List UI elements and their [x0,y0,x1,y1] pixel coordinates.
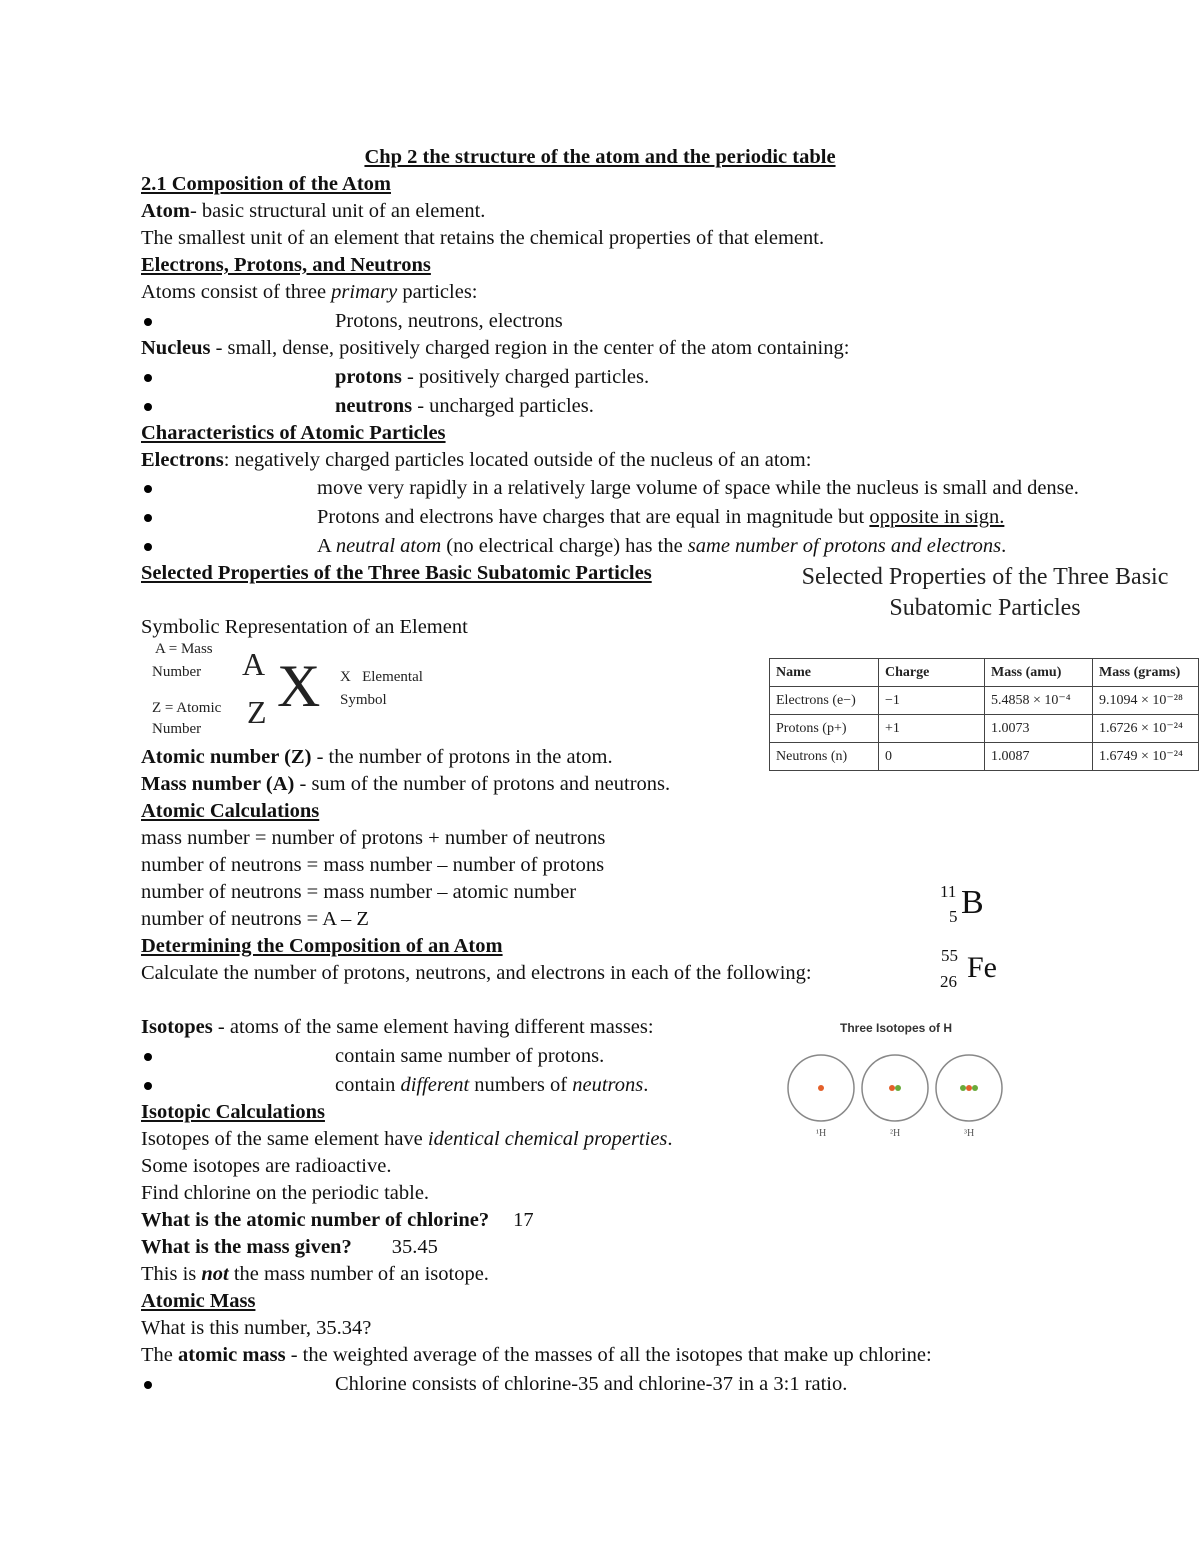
text [317,534,1006,558]
paragraph-consist [141,280,478,304]
text-italic: same number of protons and electrons [687,535,1002,557]
question-mass [141,1235,438,1259]
heading-electrons-protons-neutrons: Electrons, Protons, and Neutrons [141,254,431,276]
symbolic-representation-label: Symbolic Representation of an Element [141,616,468,638]
table-cell: 1.6749 × 10⁻²⁴ [1093,743,1199,771]
bullet-icon [144,1053,152,1061]
list-item [141,309,563,333]
heading-atomic-mass: Atomic Mass [141,1290,256,1312]
formula-line: number of neutrons = mass number – number of protons [141,854,605,876]
text-italic: neutrons [572,1074,644,1096]
table-cell: +1 [879,715,985,743]
bullet-icon [144,485,152,493]
table-cell: 1.0073 [985,715,1093,743]
isotope-label: ³H [964,1128,975,1139]
bullet-icon [144,403,152,411]
list-item [141,1044,605,1068]
paragraph-calculate: Calculate the number of protons, neutrons, and electrons in each of the following: [141,962,812,984]
atomic-number-label: Z = Atomic [152,700,222,716]
text: particles: [397,281,478,303]
mass-number: 11 [940,882,957,901]
mass-number-definition [141,772,670,796]
text: the mass number of an isotope. [228,1263,489,1285]
symbol-a: A [242,646,266,682]
table-row [770,687,1199,715]
table-cell: −1 [879,687,985,715]
section-heading-2-1: 2.1 Composition of the Atom [141,173,391,195]
isotope-figure [780,1018,1020,1148]
table-header: Charge [879,659,985,687]
proton-dot [818,1085,824,1091]
nucleus-definition [141,336,849,360]
atomic-number-definition [141,745,613,769]
text: This is [141,1263,202,1285]
term: Isotopes [141,1016,213,1038]
text: contain same number of protons. [335,1045,605,1067]
text: A [317,535,336,557]
mass-number-label-2: Number [152,664,202,680]
text: Atoms consist of three [141,281,332,303]
table-header: Mass (amu) [985,659,1093,687]
question: What is the mass given? [141,1236,352,1258]
paragraph-question: What is this number, 35.34? [141,1317,372,1339]
text [335,394,594,418]
table-cell: 1.0087 [985,743,1093,771]
atomic-number-label-2: Number [152,721,202,737]
symbol-x: X [277,653,321,719]
table-header: Mass (grams) [1093,659,1199,687]
text: - uncharged particles. [412,395,594,417]
text: : negatively charged particles located outside of the nucleus of an atom: [223,449,812,471]
text-italic: identical chemical properties [427,1128,668,1150]
atomic-number: 26 [940,972,957,991]
heading-isotopic-calculations: Isotopic Calculations [141,1101,325,1123]
list-item [141,1372,848,1396]
text: - atoms of the same element having different masses: [212,1016,654,1038]
paragraph-identical [141,1127,673,1151]
text-bold-italic: not [201,1263,229,1285]
question: What is the atomic number of chlorine? [141,1209,490,1231]
text: Isotopes of the same element have [141,1128,428,1150]
elemental-symbol-label-2: Symbol [340,692,387,708]
mass-number-label [155,640,213,658]
text: Protons and electrons have charges that are equal in magnitude but [317,506,870,528]
properties-image-title: Selected Properties of the Three Basic Subatomic Particles [801,564,1169,621]
text: . [1001,535,1007,557]
table-header: Name [770,659,879,687]
bullet-icon [144,1381,152,1389]
term: Electrons [141,449,224,471]
answer: 17 [513,1209,534,1231]
neutron-dot [960,1085,966,1091]
text: . [667,1128,673,1150]
paragraph-find-chlorine: Find chlorine on the periodic table. [141,1182,430,1204]
heading-characteristics: Characteristics of Atomic Particles [141,422,446,444]
neutron-dot [895,1085,901,1091]
formula-line: number of neutrons = A – Z [141,908,369,930]
text [335,365,649,389]
term: protons [335,366,402,388]
isotope-label: ¹H [816,1128,827,1139]
list-item [141,394,594,418]
table-cell: 1.6726 × 10⁻²⁴ [1093,715,1199,743]
proton-dot [889,1085,895,1091]
heading-atomic-calculations: Atomic Calculations [141,800,320,822]
isotopes-definition [141,1015,654,1039]
question-atomic-number [141,1208,534,1232]
text: numbers of [469,1074,573,1096]
heading-determining-composition: Determining the Composition of an Atom [141,935,503,957]
text: Chlorine consists of chlorine-35 and chlorine-37 in a 3:1 ratio. [335,1373,848,1395]
text: - basic structural unit of an element. [189,200,486,222]
bullet-icon [144,514,152,522]
bullet-icon [144,1082,152,1090]
heading-selected-properties: Selected Properties of the Three Basic Subatomic Particles [141,562,652,584]
list-item [141,505,1005,529]
text: - small, dense, positively charged region in the center of the atom containing: [210,337,850,359]
atom-definition [141,199,485,223]
symbol-diagram [150,640,460,740]
table-cell: 5.4858 × 10⁻⁴ [985,687,1093,715]
element-symbol: B [961,884,984,921]
text: contain [335,1074,401,1096]
bullet-icon [144,543,152,551]
text: - the weighted average of the masses of all the isotopes that make up chlorine: [285,1344,932,1366]
text [335,1073,648,1097]
text: A = Mass [155,641,213,657]
formula-line: mass number = number of protons + number of neutrons [141,827,606,849]
table-row [770,715,1199,743]
answer: 35.45 [391,1236,438,1258]
proton-dot [966,1085,972,1091]
symbol-z: Z [247,694,267,730]
term: atomic mass [178,1344,286,1366]
paragraph-not-mass-number [141,1262,489,1286]
text: (no electrical charge) has the [441,535,688,557]
page-title: Chp 2 the structure of the atom and the periodic table [364,146,836,168]
nuclide-boron [940,880,1010,930]
text: move very rapidly in a relatively large volume of space while the nucleus is small and dense. [317,477,1079,499]
table-header-row [770,659,1199,687]
isotope-label: ²H [890,1128,901,1139]
neutron-dot [972,1085,978,1091]
table-cell: Neutrons (n) [770,743,879,771]
text-italic: neutral atom [335,535,442,557]
text: The [141,1344,178,1366]
atom-definition-2: The smallest unit of an element that retains the chemical properties of that element. [141,227,825,249]
text: - sum of the number of protons and neutrons. [294,773,671,795]
text: Protons, neutrons, electrons [335,310,563,332]
mass-number: 55 [941,946,958,965]
table-cell: 0 [879,743,985,771]
list-item [141,476,1079,500]
term: Atom [141,200,190,222]
table-row [770,743,1199,771]
atomic-number: 5 [949,907,958,926]
text-underline: opposite in sign. [869,506,1005,528]
list-item [141,365,650,389]
electrons-definition [141,448,811,472]
text-italic: different [400,1074,470,1096]
text [317,505,1004,529]
subatomic-properties-table [769,658,1199,771]
list-item [141,1073,649,1097]
list-item [141,534,1007,558]
bullet-icon [144,318,152,326]
text: . [643,1074,649,1096]
formula-line: number of neutrons = mass number – atomic number [141,881,577,903]
paragraph-radioactive: Some isotopes are radioactive. [141,1155,392,1177]
text: - positively charged particles. [401,366,650,388]
nuclide-iron [940,944,1020,994]
table-cell: 9.1094 × 10⁻²⁸ [1093,687,1199,715]
bullet-icon [144,374,152,382]
term: Nucleus [141,337,211,359]
term: neutrons [335,395,413,417]
elemental-symbol-label: X Elemental [340,669,423,685]
table-cell: Electrons (e−) [770,687,879,715]
text-italic: primary [331,281,398,303]
term: Atomic number (Z) [141,746,312,768]
atomic-mass-definition [141,1343,932,1367]
text: - the number of protons in the atom. [311,746,613,768]
table-cell: Protons (p+) [770,715,879,743]
element-symbol: Fe [967,951,997,984]
term: Mass number (A) [141,773,295,795]
figure-title: Three Isotopes of H [840,1021,953,1035]
